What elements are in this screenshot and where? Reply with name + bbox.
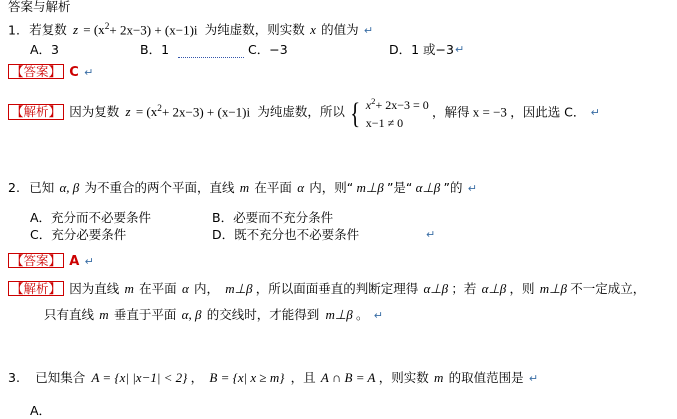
question-1-exponent: 2 <box>104 22 110 32</box>
analysis-text-post: ，解得 <box>432 104 470 120</box>
question-2-analysis-line-1 <box>8 281 645 297</box>
system-equation-2: x−1 ≠ 0 <box>365 116 404 130</box>
analysis2-text-e: ；若 <box>451 281 477 296</box>
question-2-stem-mid2: 在平面 <box>254 180 292 195</box>
question-2-stem-mid3: 内，则“ <box>309 180 354 195</box>
question-2-option-d[interactable]: D．既不充分也不必要条件 <box>212 227 360 242</box>
question-2-answer-value: A <box>69 254 80 269</box>
question-1-answer-row <box>8 64 93 81</box>
paragraph-mark: ↵ <box>363 24 374 38</box>
question-3-set-a: A = {x| |x−1| < 2} <box>91 370 188 385</box>
paragraph-mark: ↵ <box>590 106 600 120</box>
analysis-exponent: 2 <box>157 104 162 115</box>
analysis2-text-f: ，则 <box>509 281 535 296</box>
question-2-stem <box>8 181 477 196</box>
question-2-option-b[interactable]: B．必要而不充分条件 <box>212 210 334 225</box>
analysis2-plane-alpha: α <box>181 281 189 296</box>
question-1-var-x: x <box>310 22 316 38</box>
answer-label: 【答案】 <box>8 253 64 268</box>
paragraph-mark: ↵ <box>84 255 94 268</box>
question-1-stem-prefix: 若复数 <box>29 22 67 38</box>
question-3-var-m: m <box>433 370 444 385</box>
question-3-stem-mid: ，且 <box>290 370 316 385</box>
question-1-stem-suffix: 为纯虚数，则实数 <box>204 22 305 38</box>
question-2-plane-alpha: α <box>297 180 305 195</box>
question-1-number: 1. <box>8 22 20 38</box>
paragraph-mark: ↵ <box>84 66 94 79</box>
question-2-stem-end: ”的 <box>443 180 463 195</box>
analysis2-text-d: ，所以面面垂直的判断定理得 <box>255 281 419 296</box>
paragraph-mark: ↵ <box>455 43 465 56</box>
question-2-vars: α, β <box>59 180 80 195</box>
paragraph-mark: ↵ <box>467 182 477 195</box>
question-2-option-c[interactable]: C．充分必要条件 <box>30 227 127 242</box>
question-2-condition-2: α⊥β <box>415 180 441 195</box>
question-1-option-a[interactable]: A．3 <box>30 42 60 57</box>
question-2-condition-1: m⊥β <box>356 180 384 195</box>
question-2-stem-mid4: ”是“ <box>386 180 413 195</box>
analysis2-result-1: α⊥β <box>423 281 449 296</box>
analysis2-text-g: 不一定成立， <box>570 281 646 296</box>
analysis2-l2-text-b: 垂直于平面 <box>113 307 177 322</box>
analysis2-l2-planes: α, β <box>181 307 202 322</box>
analysis-text-end: ，因此选 C． <box>510 104 586 120</box>
question-1-var-z: z <box>72 22 79 38</box>
question-1-stem-end: 的值为 <box>321 22 359 38</box>
answer-label: 【答案】 <box>8 64 64 79</box>
analysis2-text-c: 内， <box>194 281 220 296</box>
analysis-label: 【解析】 <box>8 104 64 119</box>
question-3-condition: A ∩ B = A <box>320 370 376 385</box>
analysis-solution: x = −3 <box>472 104 507 120</box>
question-3-set-b: B = {x| x ≥ m} <box>209 370 285 385</box>
paragraph-mark: ↵ <box>373 309 383 322</box>
analysis-label: 【解析】 <box>8 281 64 296</box>
question-3-number: 3. <box>8 370 20 385</box>
question-2-analysis-line-2 <box>44 308 383 323</box>
paragraph-mark: ↵ <box>528 372 539 385</box>
analysis2-cond-3: m⊥β <box>539 281 567 296</box>
equation-system <box>366 95 429 132</box>
analysis2-l2-text-c: 的交线时，才能得到 <box>206 307 320 322</box>
question-3-stem-tail: 的取值范围是 <box>448 370 524 385</box>
question-1-answer-value: C <box>69 65 79 80</box>
analysis2-l2-result: m⊥β <box>325 307 353 322</box>
analysis2-l2-line-m: m <box>99 307 109 322</box>
question-2-answer-row <box>8 253 94 270</box>
analysis2-l2-text-a: 只有直线 <box>44 307 95 322</box>
question-3-stem <box>8 371 538 386</box>
analysis2-line-m: m <box>124 281 134 296</box>
question-2-option-a[interactable]: A．充分而不必要条件 <box>30 210 152 225</box>
question-1-stem <box>8 22 373 38</box>
analysis2-text-a: 因为直线 <box>69 281 120 296</box>
question-3-stem-end: ，则实数 <box>378 370 429 385</box>
page-header-partial: 答案与解析 <box>8 0 71 14</box>
analysis2-text-b: 在平面 <box>139 281 177 296</box>
question-1-option-d[interactable]: D．1 或−3 <box>389 42 454 57</box>
question-1-option-c[interactable]: C．−3 <box>248 42 288 57</box>
paragraph-mark: ↵ <box>426 228 436 241</box>
question-2-line-m: m <box>239 180 250 195</box>
question-1-option-b[interactable]: B．1 <box>140 42 170 57</box>
question-1-expr-part2: + 2x−3) + (x−1)i <box>109 22 198 38</box>
analysis2-cond-1: m⊥β <box>225 281 253 296</box>
analysis-text-pre: 因为复数 <box>69 104 120 120</box>
question-2-stem-pre: 已知 <box>29 180 55 195</box>
system-equation-1: $x^2+ 2x-3 = 0$ <box>365 96 429 112</box>
question-3-comma: ， <box>190 370 204 385</box>
analysis-var-z: z <box>125 104 131 120</box>
question-1-analysis <box>8 95 600 132</box>
analysis-text-mid: 为纯虚数，所以 <box>257 104 345 120</box>
question-3-options-clipped: A． <box>30 403 52 418</box>
system-brace: { <box>350 96 361 130</box>
analysis-expr-part1: = (x <box>135 104 158 120</box>
question-1-expr-part1: = (x <box>83 22 105 38</box>
question-2-stem-mid: 为不重合的两个平面，直线 <box>84 180 235 195</box>
analysis2-l2-text-d: 。 <box>355 307 369 322</box>
question-2-number: 2. <box>8 180 20 195</box>
analysis2-cond-2: α⊥β <box>481 281 507 296</box>
option-b-dotted-rule <box>178 47 244 62</box>
analysis-expr-part2: + 2x−3) + (x−1)i <box>161 104 251 120</box>
question-3-stem-pre: 已知集合 <box>35 370 86 385</box>
